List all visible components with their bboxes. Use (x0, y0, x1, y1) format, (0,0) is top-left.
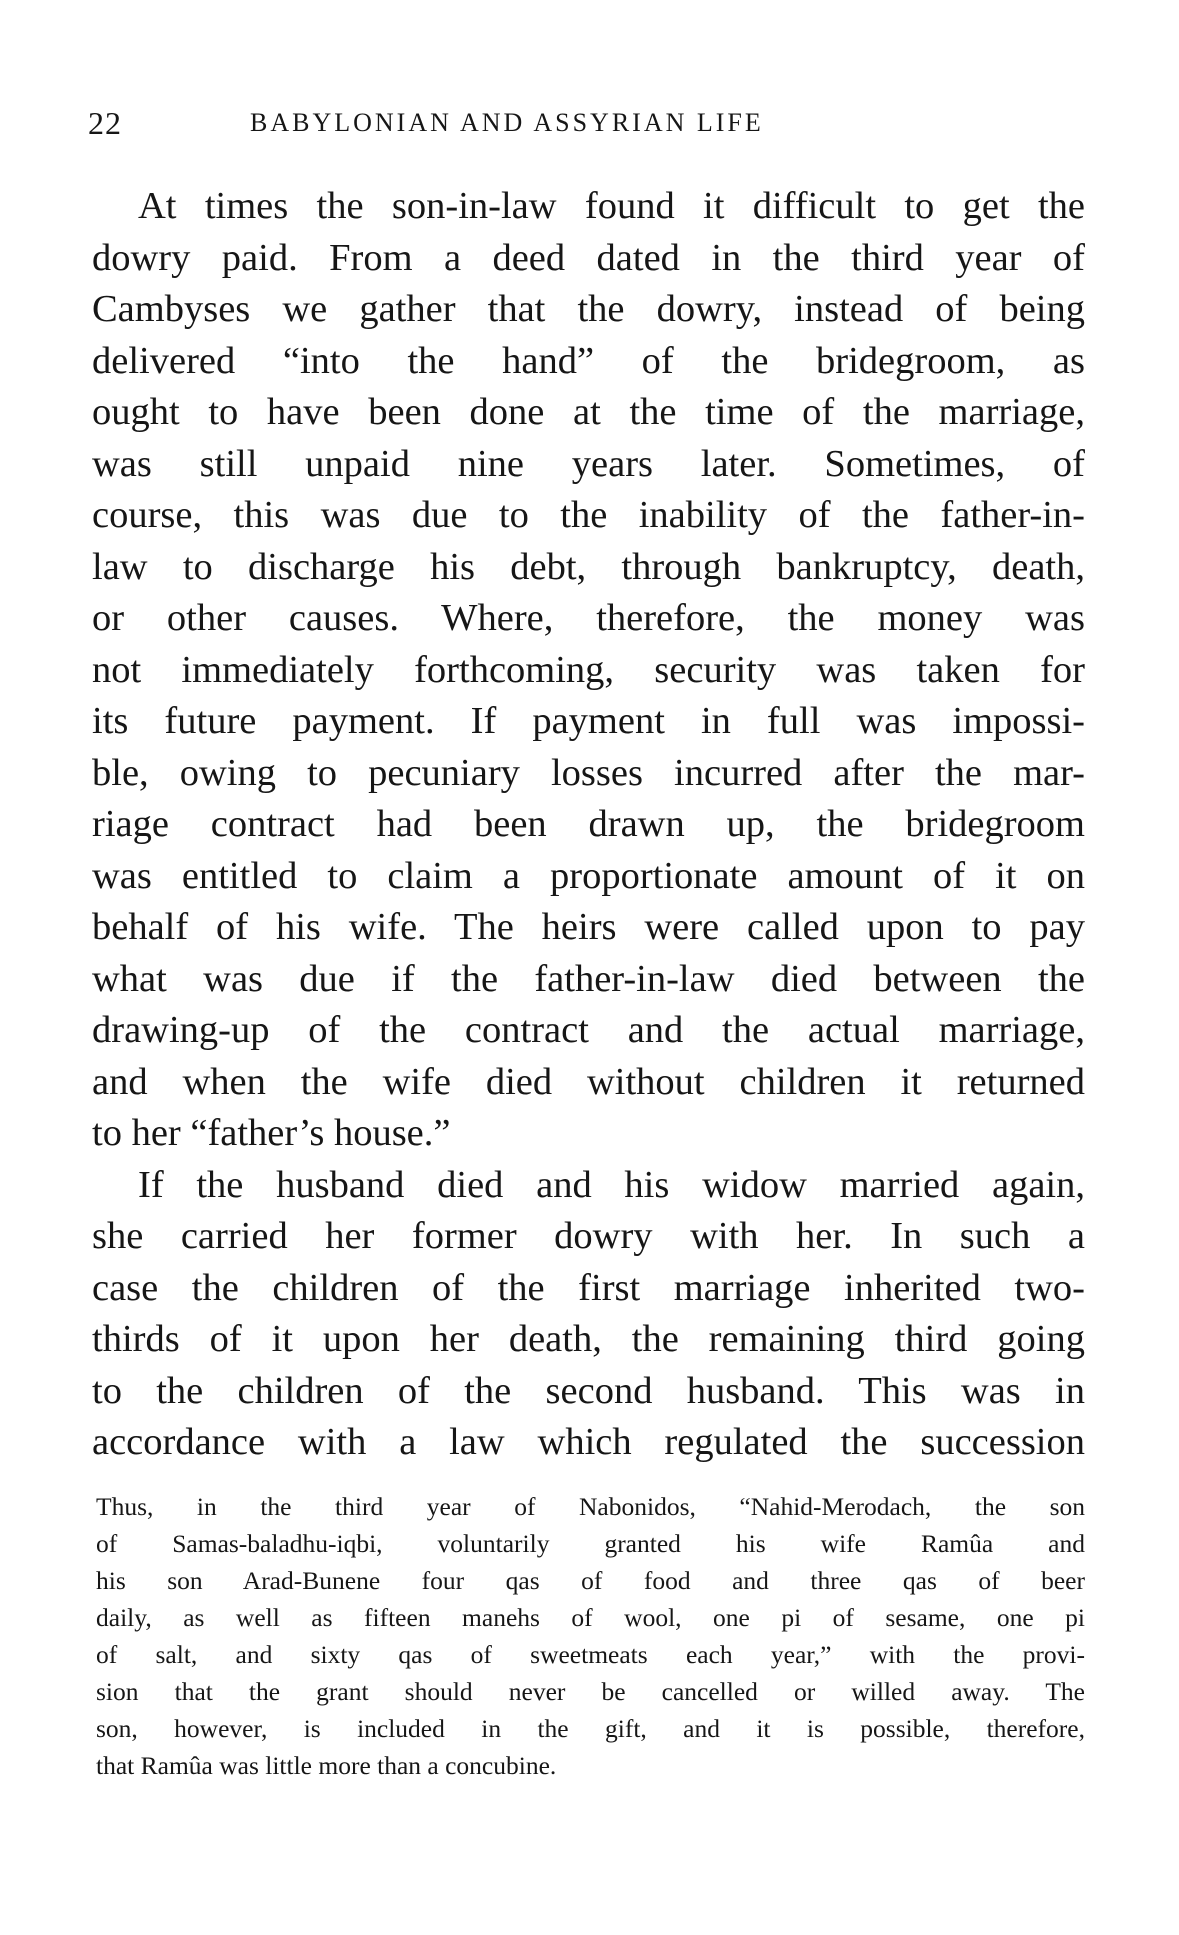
body-line: ought to have been done at the time of the marriage, (92, 391, 1085, 433)
body-line: Cambyses we gather that the dowry, instead of being (92, 288, 1085, 330)
body-line: its future payment. If payment in full was impossi- (92, 700, 1085, 742)
body-line: course, this was due to the inability of the father-in- (92, 494, 1085, 536)
running-head: BABYLONIAN AND ASSYRIAN LIFE (250, 108, 764, 137)
footnote-line: sion that the grant should never be cancelled or willed away. The (96, 1677, 1085, 1706)
footnote-line: daily, as well as fifteen manehs of wool, one pi of sesame, one pi (96, 1603, 1085, 1632)
body-line: thirds of it upon her death, the remaining third going (92, 1318, 1085, 1360)
body-line: not immediately forthcoming, security was taken for (92, 648, 1085, 691)
page-header (88, 103, 1088, 143)
page-number: 22 (88, 105, 122, 141)
body-line: and when the wife died without children it returned (92, 1060, 1085, 1103)
body-line: dowry paid. From a deed dated in the third year of (92, 236, 1085, 279)
footnote-line: of salt, and sixty qas of sweetmeats each year,” with the provi- (96, 1640, 1085, 1669)
footnote (96, 1488, 1085, 1784)
body-line: delivered “into the hand” of the bridegroom, as (92, 339, 1085, 382)
body-text (92, 181, 1085, 1469)
body-line: to the children of the second husband. This was in (92, 1369, 1085, 1412)
body-line: or other causes. Where, therefore, the money was (92, 597, 1085, 639)
body-line: ble, owing to pecuniary losses incurred after the mar- (92, 751, 1085, 794)
body-line: behalf of his wife. The heirs were called upon to pay (92, 906, 1085, 948)
body-line: riage contract had been drawn up, the bridegroom (92, 803, 1085, 845)
body-line: what was due if the father-in-law died between the (92, 957, 1085, 1000)
footnote-line: son, however, is included in the gift, and it is possible, therefore, (96, 1714, 1085, 1743)
body-line: was still unpaid nine years later. Sometimes, of (92, 442, 1085, 485)
footnote-line: his son Arad-Bunene four qas of food and three qas of beer (96, 1566, 1085, 1595)
body-line: law to discharge his debt, through bankruptcy, death, (92, 545, 1085, 588)
footnote-line: of Samas-baladhu-iqbi, voluntarily granted his wife Ramûa and (96, 1529, 1085, 1558)
body-line: was entitled to claim a proportionate amount of it on (92, 854, 1085, 897)
body-line: she carried her former dowry with her. In such a (92, 1215, 1085, 1257)
footnote-line: Thus, in the third year of Nabonidos, “Nahid-Merodach, the son (96, 1492, 1085, 1521)
body-line: case the children of the first marriage inherited two- (92, 1266, 1085, 1309)
body-line: At times the son-in-law found it difficult to get the (138, 185, 1085, 227)
body-line: accordance with a law which regulated the succession (92, 1421, 1085, 1463)
body-line: drawing-up of the contract and the actual marriage, (92, 1009, 1085, 1051)
footnote-line: that Ramûa was little more than a concubine. (96, 1751, 557, 1780)
body-line: to her “father’s house.” (92, 1112, 451, 1154)
body-line: If the husband died and his widow married again, (138, 1163, 1085, 1206)
